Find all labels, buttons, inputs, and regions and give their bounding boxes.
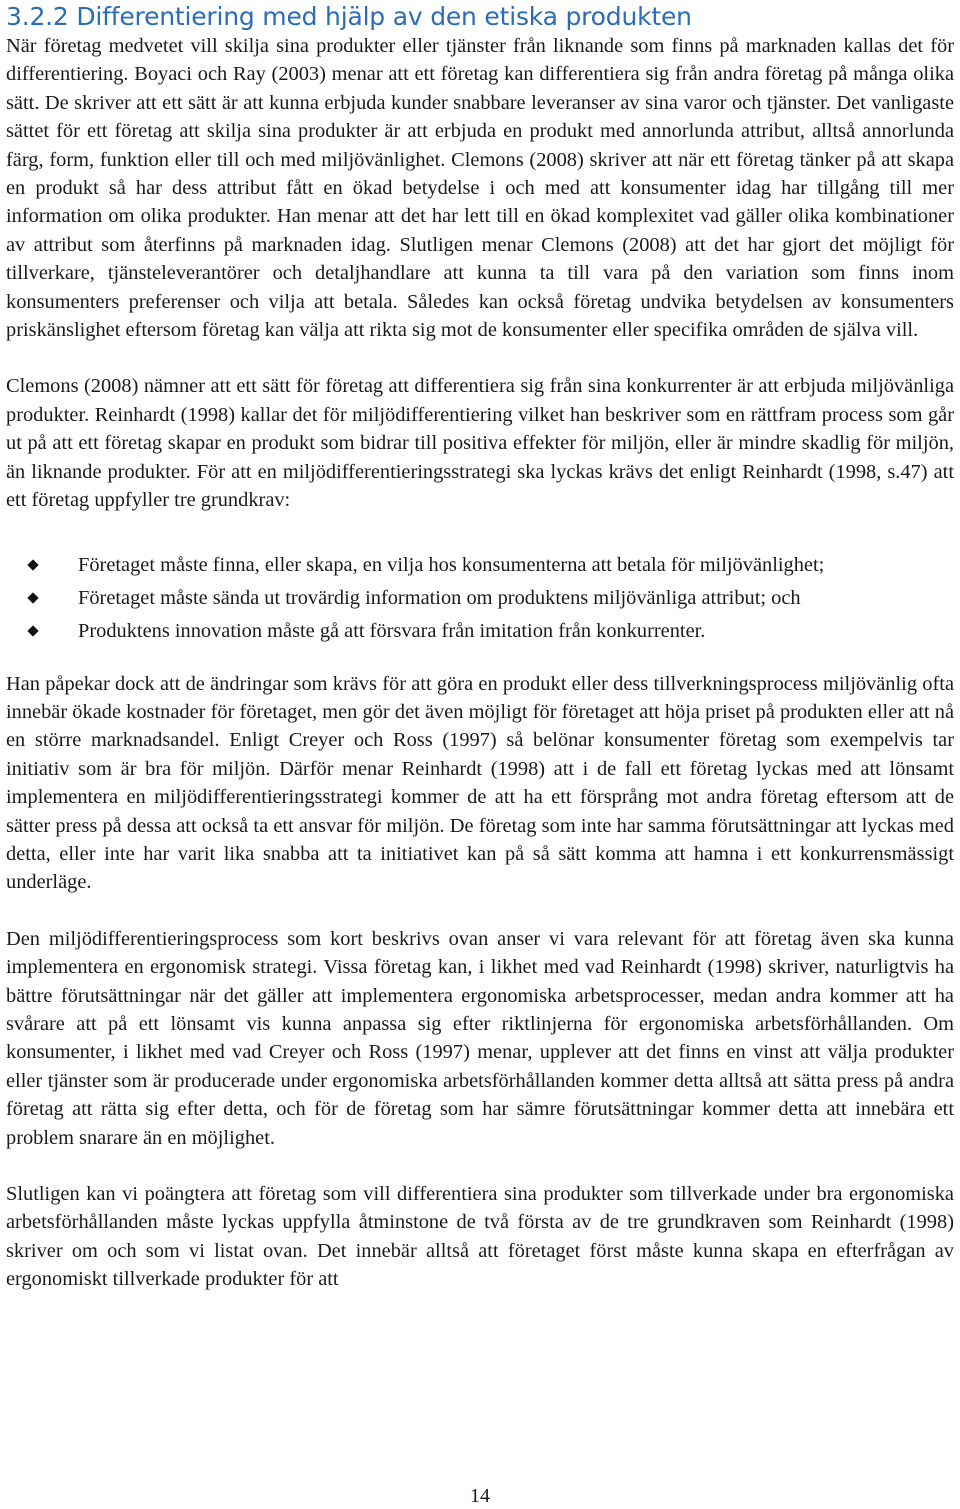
paragraph-conclusion: Slutligen kan vi poängtera att företag som vill differentiera sina produkter som tillverkade under bra ergonomiska arbetsförhållanden måste lyckas uppfylla åtminstone de två första av de tre grundkraven som Reinhardt (1998) skriver om och som vi listat ovan. Det innebär alltså att företaget först måste kunna skapa en efterfrågan av ergonomiskt tillverkade produkter för att: [6, 1183, 954, 1291]
paragraph-cost: Han påpekar dock att de ändringar som krävs för att göra en produkt eller dess tillverkningsprocess miljövänlig ofta innebär ökade kostnader för företaget, men gör det även möjligt för företaget att höja priset på produkten eller att nå en större marknadsandel. Enligt Creyer och Ross (1997) så belönar konsumenter företag som exempelvis tar initiativ som är bra för miljön. Därför menar Reinhardt (1998) att i de fall ett företag lyckas med att lönsamt implementera en miljödifferentieringsstrategi kommer de att ha ett försprång mot andra företag eftersom att de sätter press på dessa att också ta ett ansvar för miljön. De företag som inte har samma förutsättningar att lyckas med detta, eller inte har varit lika snabba att ta initiativet kan på så sätt komma att hamna i ett konkurrensmässigt underläge.: [6, 672, 954, 894]
list-item: [6, 549, 954, 582]
list-item-text: Produktens innovation måste gå att försvara från imitation från konkurrenter.: [78, 619, 706, 642]
page-number: 14: [470, 1485, 490, 1507]
list-item: [6, 615, 954, 648]
list-item-text: Företaget måste finna, eller skapa, en vilja hos konsumenterna att betala för miljövänlighet;: [78, 553, 825, 576]
document-page: [6, 0, 954, 1294]
list-item: [6, 582, 954, 615]
diamond-bullet-icon: [27, 592, 38, 603]
requirements-list: [6, 549, 954, 648]
section-heading: 3.2.2 Differentiering med hjälp av den etiska produkten: [6, 2, 692, 31]
diamond-bullet-icon: [27, 625, 38, 636]
paragraph-differentiation: När företag medvetet vill skilja sina produkter eller tjänster från liknande som finns på marknaden kallas det för differentiering. Boyaci och Ray (2003) menar att ett företag kan differentiera sig från andra företag på många olika sätt. De skriver att ett sätt är att kunna erbjuda kunder snabbare leveranser av sina varor och tjänster. Det vanligaste sättet för ett företag att skilja sina produkter är att erbjuda en produkt med annorlunda attribut, alltså annorlunda färg, form, funktion eller till och med miljövänlighet. Clemons (2008) skriver att när ett företag tänker på att skapa en produkt så har dess attribut fått en ökad betydelse i och med att konsumenter idag har tillgång till mer information om olika produkter. Han menar att det har lett till en ökad komplexitet vad gäller olika kombinationer av attribut som återfinns på marknaden idag. Slutligen menar Clemons (2008) att det har gjort det möjligt för tillverkare, tjänsteleverantörer och detaljhandlare att kunna ta till vara på den variation som finns inom konsumenters preferenser och vilja att betala. Således kan också företag undvika betydelsen av konsumenters priskänslighet eftersom företag kan välja att rikta sig mot de konsumenter eller specifika områden de själva vill.: [6, 35, 954, 342]
list-item-text: Företaget måste sända ut trovärdig information om produktens miljövänliga attribut; och: [78, 586, 801, 609]
diamond-bullet-icon: [27, 559, 38, 570]
paragraph-clemons: Clemons (2008) nämner att ett sätt för företag att differentiera sig från sina konkurrenter är att erbjuda miljövänliga produkter. Reinhardt (1998) kallar det för miljödifferentiering vilket han beskriver som en rättfram process som går ut på att ett företag skapar en produkt som bidrar till positiva effekter för miljön, eller är mindre skadlig för miljön, än liknande produkter. För att en miljödifferentieringsstrategi ska lyckas krävs det enligt Reinhardt (1998, s.47) att ett företag uppfyller tre grundkrav:: [6, 375, 954, 512]
paragraph-ergonomic-strategy: Den miljödifferentieringsprocess som kort beskrivs ovan anser vi vara relevant för att företag även ska kunna implementera en ergonomisk strategi. Vissa företag kan, i likhet med vad Reinhardt (1998) skriver, naturligtvis ha bättre förutsättningar när det gäller att implementera ergonomiska arbetsprocesser, medan andra kommer att ha svårare att på ett lönsamt vis kunna anpassa sig efter riktlinjerna för ergonomiska arbetsförhållanden. Om konsumenter, i likhet med vad Creyer och Ross (1997) menar, upplever att det finns en vinst att välja produkter eller tjänster som är producerade under ergonomiska arbetsförhållanden kommer detta alltså att sätta press på andra företag att rätta sig efter detta, och för de företag som har sämre förutsättningar kommer detta att innebära ett problem snarare än en möjlighet.: [6, 927, 954, 1149]
